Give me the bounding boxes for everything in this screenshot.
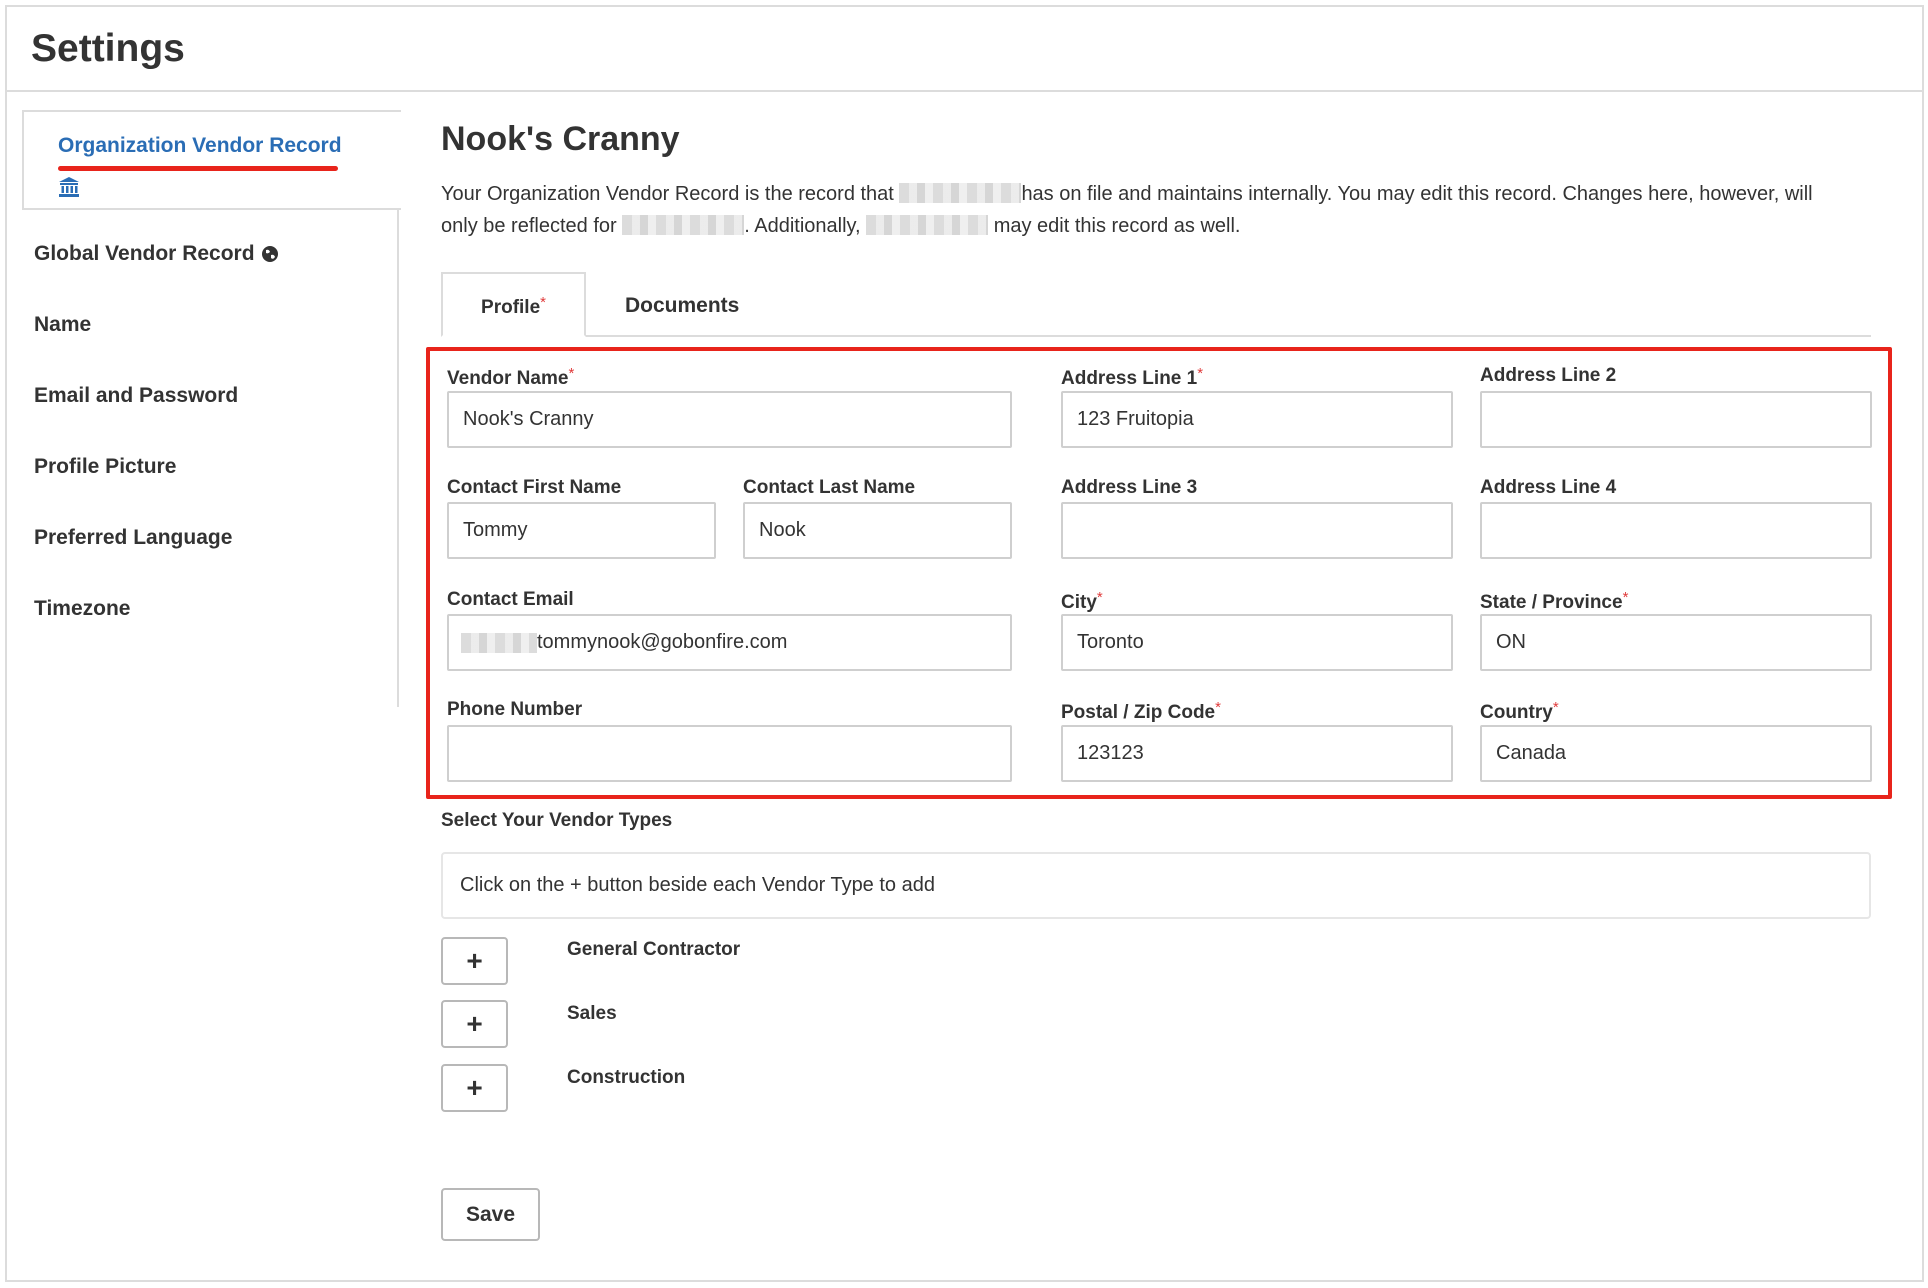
page-title: Settings (31, 27, 185, 70)
label-text: Postal / Zip Code (1061, 702, 1216, 723)
vendor-types-heading: Select Your Vendor Types (441, 810, 673, 831)
add-construction-button[interactable] (441, 1064, 508, 1112)
city-label (1061, 589, 1103, 614)
sidebar-item-global-vendor-record[interactable] (34, 242, 279, 266)
label-text: Vendor Name (447, 368, 569, 389)
page-header (7, 7, 1922, 92)
required-marker: * (540, 294, 546, 311)
address-line-2-label: Address Line 2 (1480, 365, 1617, 386)
vendor-title: Nook's Cranny (441, 120, 680, 158)
contact-last-name-label: Contact Last Name (743, 477, 916, 498)
description-text: . Additionally, (744, 215, 861, 237)
label-text: State / Province (1480, 592, 1623, 613)
sidebar-item-label: Profile Picture (34, 455, 177, 478)
sidebar-item-label: Name (34, 313, 92, 336)
vendor-type-sales: Sales (567, 1003, 617, 1024)
required-marker: * (1096, 589, 1103, 606)
contact-first-name-label: Contact First Name (447, 477, 622, 498)
redacted-text (899, 183, 1021, 203)
save-button[interactable]: Save (441, 1188, 540, 1241)
address-line-1-label (1061, 365, 1203, 390)
required-marker: * (1215, 699, 1221, 716)
address-line-1-input[interactable]: 123 Fruitopia (1061, 391, 1453, 448)
city-input[interactable]: Toronto (1061, 614, 1453, 671)
postal-zip-input[interactable]: 123123 (1061, 725, 1453, 782)
redacted-text (622, 215, 744, 235)
sidebar-item-preferred-language[interactable] (34, 526, 232, 550)
add-general-contractor-button[interactable] (441, 937, 508, 985)
sidebar-item-label: Preferred Language (34, 526, 233, 549)
email-value: tommynook@gobonfire.com (537, 631, 788, 653)
required-marker: * (1622, 589, 1629, 606)
contact-first-name-input[interactable]: Tommy (447, 502, 716, 559)
address-line-4-input[interactable] (1480, 502, 1872, 559)
plus-icon: + (466, 1072, 483, 1103)
sidebar-item-label: Global Vendor Record (34, 242, 255, 265)
globe-icon (261, 245, 279, 263)
vendor-name-label (447, 365, 574, 390)
vendor-type-construction: Construction (567, 1067, 686, 1088)
sidebar-item-organization-vendor-record[interactable] (22, 110, 401, 210)
tab-label (443, 294, 584, 319)
sidebar-item-label: Timezone (34, 597, 131, 620)
label-text: City (1061, 592, 1097, 613)
state-province-label (1480, 589, 1628, 614)
redacted-text (866, 215, 988, 235)
record-description (441, 178, 1851, 242)
label-text: Country (1480, 702, 1553, 723)
tab-profile[interactable] (441, 272, 586, 337)
sidebar-item-timezone[interactable] (34, 597, 130, 621)
plus-icon: + (466, 945, 483, 976)
address-line-3-label: Address Line 3 (1061, 477, 1198, 498)
required-marker: * (1197, 365, 1204, 382)
postal-zip-label (1061, 699, 1221, 724)
bank-icon (58, 176, 80, 198)
country-label (1480, 699, 1559, 724)
address-line-2-input[interactable] (1480, 391, 1872, 448)
required-marker: * (568, 365, 575, 382)
description-text: Your Organization Vendor Record is the record that (441, 183, 894, 205)
phone-number-label: Phone Number (447, 699, 583, 720)
contact-email-input[interactable] (447, 614, 1012, 671)
sidebar-item-name[interactable] (34, 313, 91, 337)
required-marker: * (1552, 699, 1559, 716)
vendor-name-input[interactable]: Nook's Cranny (447, 391, 1012, 448)
tabs-divider (441, 335, 1871, 337)
sidebar-item-label[interactable]: Organization Vendor Record (58, 134, 342, 157)
tab-profile-label: Profile (481, 297, 541, 318)
description-text: has on file and maintains internally. You may edit this record. Changes here, however, will only be reflected for (441, 183, 1813, 237)
vendor-types-hint: Click on the + button beside each Vendor Type to add (441, 852, 1871, 919)
contact-email-label: Contact Email (447, 589, 574, 610)
sidebar-item-label: Email and Password (34, 384, 239, 407)
redacted-text (461, 633, 537, 653)
label-text: Address Line 1 (1061, 368, 1198, 389)
sidebar-item-email-and-password[interactable] (34, 384, 238, 408)
description-text: may edit this record as well. (993, 215, 1241, 237)
phone-number-input[interactable] (447, 725, 1012, 782)
address-line-3-input[interactable] (1061, 502, 1453, 559)
address-line-4-label: Address Line 4 (1480, 477, 1617, 498)
active-underline (58, 166, 338, 171)
vendor-type-general-contractor: General Contractor (567, 939, 741, 960)
state-province-input[interactable]: ON (1480, 614, 1872, 671)
plus-icon: + (466, 1008, 483, 1039)
sidebar-item-profile-picture[interactable] (34, 455, 176, 479)
country-input[interactable]: Canada (1480, 725, 1872, 782)
contact-last-name-input[interactable]: Nook (743, 502, 1012, 559)
tab-documents[interactable]: Documents (625, 294, 740, 317)
add-sales-button[interactable] (441, 1000, 508, 1048)
